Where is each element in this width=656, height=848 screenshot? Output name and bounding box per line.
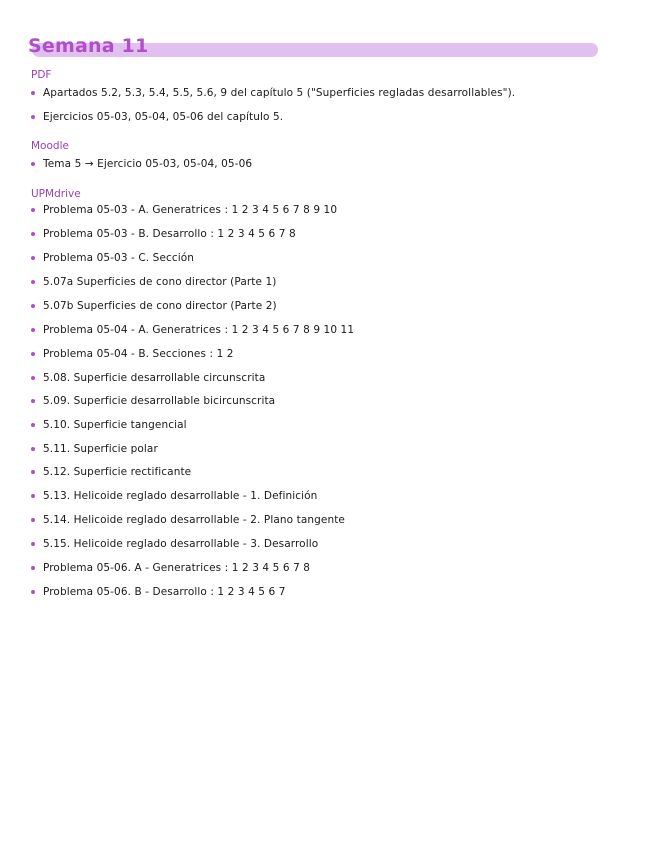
list-item-text: Problema 05-06. A - Generatrices : 1 2 3 4 5 6 7 8 <box>43 562 311 574</box>
bullet-icon <box>31 280 35 284</box>
bullet-icon <box>31 304 35 308</box>
list-item-text: 5.07b Superficies de cono director (Parte 2) <box>43 300 277 312</box>
page-title: Semana 11 <box>28 35 149 57</box>
section-heading: Moodle <box>31 140 69 152</box>
list-item-text: 5.12. Superficie rectificante <box>43 466 192 478</box>
bullet-icon <box>31 256 35 260</box>
bullet-icon <box>31 352 35 356</box>
list-item <box>31 370 265 386</box>
bullet-icon <box>31 115 35 119</box>
list-item <box>31 417 187 433</box>
bullet-icon <box>31 590 35 594</box>
list-item <box>31 226 296 242</box>
bullet-icon <box>31 470 35 474</box>
bullet-icon <box>31 518 35 522</box>
list-item-text: 5.13. Helicoide reglado desarrollable - 1. Definición <box>43 490 318 502</box>
list-item-text: Problema 05-04 - B. Secciones : 1 2 <box>43 348 234 360</box>
bullet-icon <box>31 376 35 380</box>
list-item-text: 5.15. Helicoide reglado desarrollable - 3. Desarrollo <box>43 538 319 550</box>
title-block <box>28 35 598 60</box>
list-item-text: 5.07a Superficies de cono director (Parte 1) <box>43 276 277 288</box>
bullet-icon <box>31 399 35 403</box>
list-item <box>31 560 310 576</box>
bullet-icon <box>31 494 35 498</box>
list-item <box>31 298 277 314</box>
bullet-icon <box>31 232 35 236</box>
list-item <box>31 322 354 338</box>
list-item-text: Tema 5 → Ejercicio 05-03, 05-04, 05-06 <box>43 158 253 170</box>
list-item <box>31 441 158 457</box>
list-item-text: 5.09. Superficie desarrollable bicircunscrita <box>43 395 276 407</box>
list-item-text: Problema 05-04 - A. Generatrices : 1 2 3 4 5 6 7 8 9 10 11 <box>43 324 355 336</box>
list-item <box>31 156 252 172</box>
list-item <box>31 274 276 290</box>
list-item <box>31 109 283 125</box>
section-heading: UPMdrive <box>31 188 81 200</box>
list-item-text: Problema 05-03 - C. Sección <box>43 252 195 264</box>
list-item-text: 5.08. Superficie desarrollable circunscrita <box>43 372 266 384</box>
list-item-text: Apartados 5.2, 5.3, 5.4, 5.5, 5.6, 9 del capítulo 5 ("Superficies regladas desarrollables"). <box>43 87 516 99</box>
bullet-icon <box>31 423 35 427</box>
list-item <box>31 488 317 504</box>
list-item <box>31 464 191 480</box>
bullet-icon <box>31 208 35 212</box>
list-item <box>31 536 318 552</box>
list-item-text: 5.11. Superficie polar <box>43 443 158 455</box>
list-item <box>31 346 234 362</box>
section-heading: PDF <box>31 69 52 81</box>
list-item <box>31 85 515 101</box>
list-item-text: Problema 05-03 - A. Generatrices : 1 2 3 4 5 6 7 8 9 10 <box>43 204 338 216</box>
bullet-icon <box>31 447 35 451</box>
bullet-icon <box>31 566 35 570</box>
list-item <box>31 202 337 218</box>
list-item-text: Problema 05-06. B - Desarrollo : 1 2 3 4 5 6 7 <box>43 586 286 598</box>
list-item-text: Ejercicios 05-03, 05-04, 05-06 del capítulo 5. <box>43 111 284 123</box>
list-item-text: 5.10. Superficie tangencial <box>43 419 187 431</box>
list-item <box>31 512 345 528</box>
bullet-icon <box>31 328 35 332</box>
list-item-text: 5.14. Helicoide reglado desarrollable - 2. Plano tangente <box>43 514 345 526</box>
list-item <box>31 250 194 266</box>
list-item-text: Problema 05-03 - B. Desarrollo : 1 2 3 4 5 6 7 8 <box>43 228 296 240</box>
list-item <box>31 393 275 409</box>
bullet-icon <box>31 91 35 95</box>
bullet-icon <box>31 162 35 166</box>
list-item <box>31 584 286 600</box>
bullet-icon <box>31 542 35 546</box>
